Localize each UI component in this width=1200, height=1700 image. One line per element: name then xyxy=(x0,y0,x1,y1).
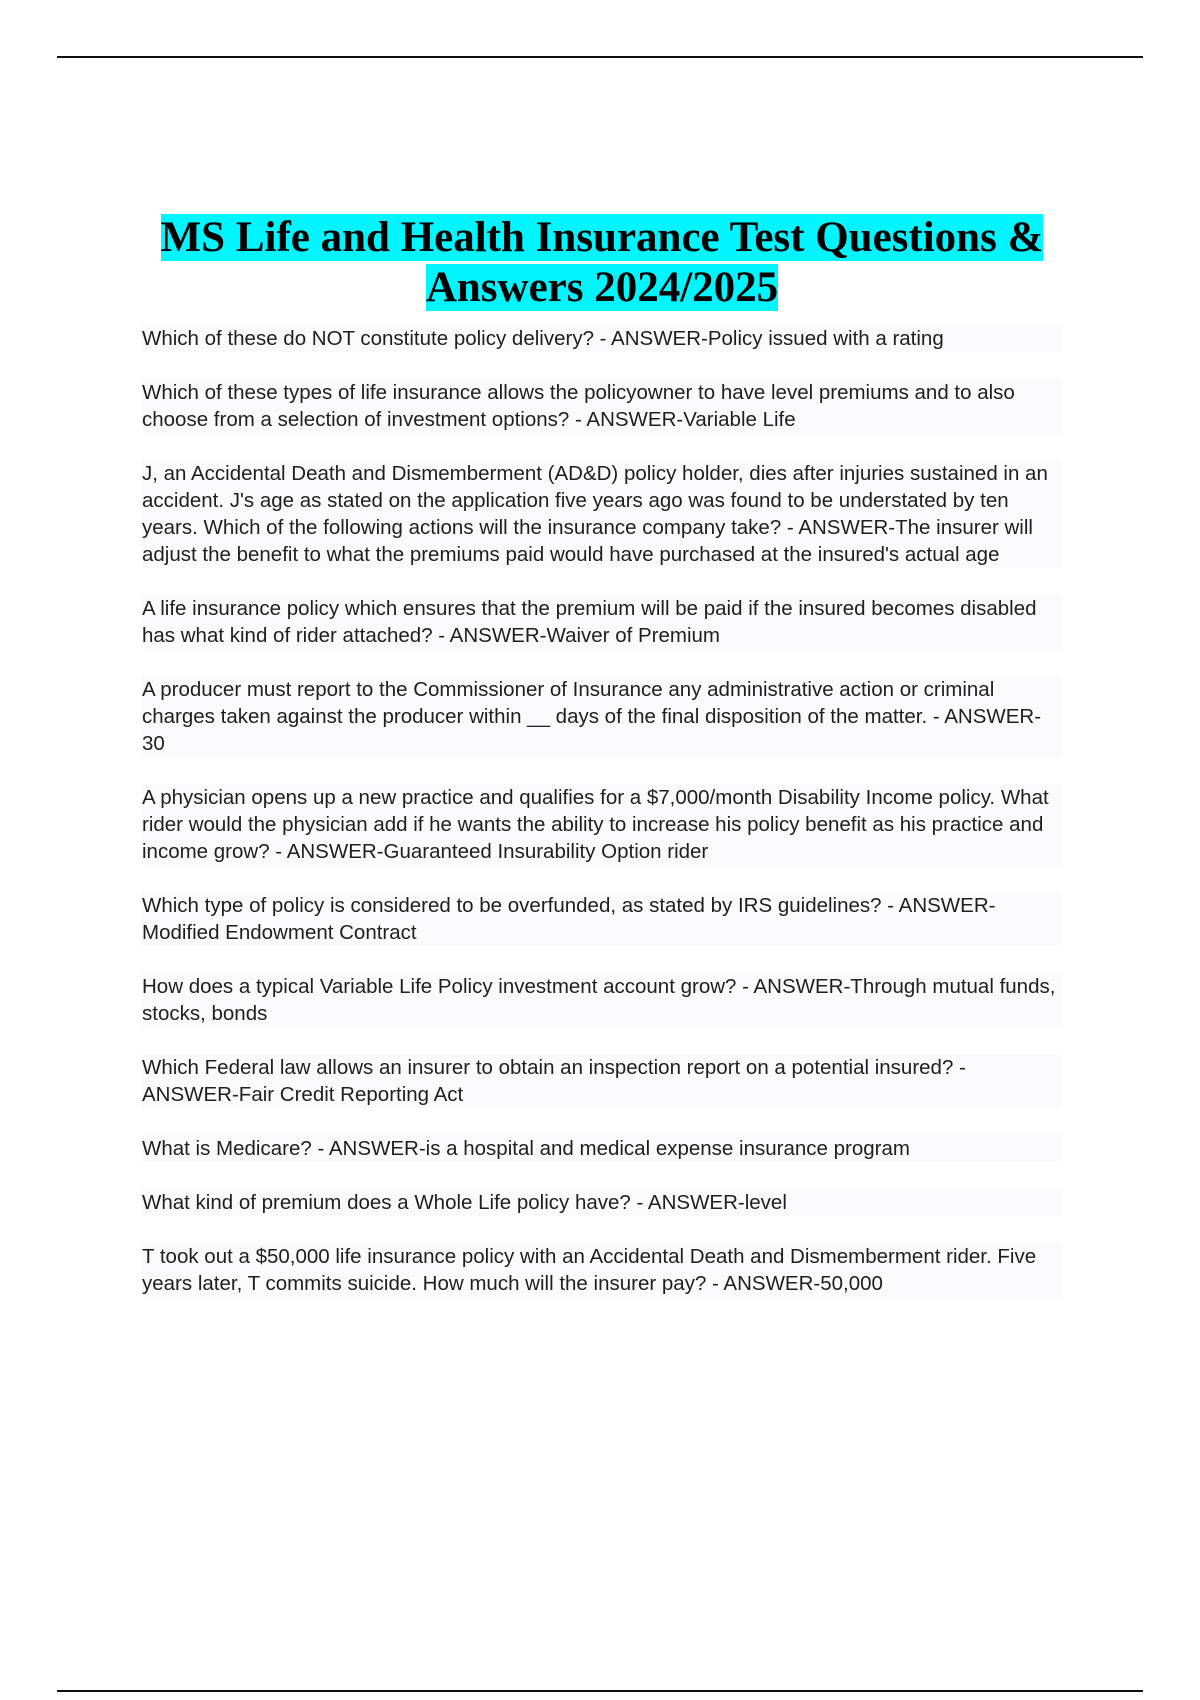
qa-item: Which type of policy is considered to be overfunded, as stated by IRS guidelines? - ANSWER-Modified Endowment Contract xyxy=(142,892,1062,946)
qa-item: A physician opens up a new practice and qualifies for a $7,000/month Disability Income policy. What rider would the physician add if he wants the ability to increase his policy benefit as his practice and income grow? - ANSWER-Guaranteed Insurability Option rider xyxy=(142,784,1062,865)
qa-item: Which Federal law allows an insurer to obtain an inspection report on a potential insured? - ANSWER-Fair Credit Reporting Act xyxy=(142,1054,1062,1108)
qa-list xyxy=(142,325,1062,1324)
qa-item: Which of these do NOT constitute policy delivery? - ANSWER-Policy issued with a rating xyxy=(142,325,1062,352)
qa-item: Which of these types of life insurance allows the policyowner to have level premiums and to also choose from a selection of investment options? - ANSWER-Variable Life xyxy=(142,379,1062,433)
qa-item: T took out a $50,000 life insurance policy with an Accidental Death and Dismemberment rider. Five years later, T commits suicide. How much will the insurer pay? - ANSWER-50,000 xyxy=(142,1243,1062,1297)
qa-item: How does a typical Variable Life Policy investment account grow? - ANSWER-Through mutual funds, stocks, bonds xyxy=(142,973,1062,1027)
qa-item: What is Medicare? - ANSWER-is a hospital and medical expense insurance program xyxy=(142,1135,1062,1162)
qa-item: A life insurance policy which ensures that the premium will be paid if the insured becomes disabled has what kind of rider attached? - ANSWER-Waiver of Premium xyxy=(142,595,1062,649)
qa-item: What kind of premium does a Whole Life policy have? - ANSWER-level xyxy=(142,1189,1062,1216)
bottom-rule xyxy=(57,1690,1143,1692)
qa-item: A producer must report to the Commissioner of Insurance any administrative action or criminal charges taken against the producer within __ days of the final disposition of the matter. - ANSWER-30 xyxy=(142,676,1062,757)
document-title xyxy=(140,213,1064,313)
qa-item: J, an Accidental Death and Dismemberment (AD&D) policy holder, dies after injuries sustained in an accident. J's age as stated on the application five years ago was found to be understated by ten years. Which of the following actions will the insurance company take? - ANSWER-The insurer will adjust the benefit to what the premiums paid would have purchased at the insured's actual age xyxy=(142,460,1062,568)
title-highlight: MS Life and Health Insurance Test Questions & Answers 2024/2025 xyxy=(160,214,1044,311)
top-rule xyxy=(57,56,1143,58)
